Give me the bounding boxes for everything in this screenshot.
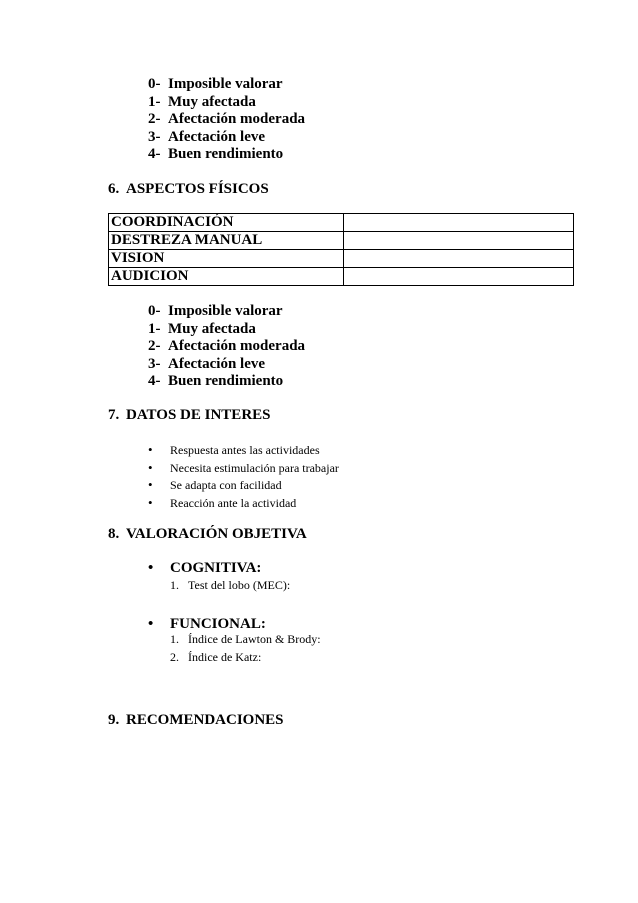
aspects-table [108,213,574,286]
bullet-icon: • [148,560,154,576]
row-label: DESTREZA MANUAL [109,232,344,250]
item-number: 2. [170,650,179,664]
section-title: DATOS DE INTERES [126,407,271,423]
cognitiva-heading [148,559,261,577]
item-label: Afectación leve [168,355,266,372]
list-item [148,441,339,459]
item-label: Imposible valorar [168,303,283,319]
bullet-icon: • [148,477,153,492]
item-number: 1- [148,93,161,110]
subsection-title: COGNITIVA: [170,560,262,576]
list-item [148,459,339,477]
list-item [148,373,305,391]
item-number: 3- [148,128,161,145]
section-8-heading [108,525,307,543]
bullet-icon: • [148,494,153,510]
list-item [148,338,305,356]
item-number: 0- [148,76,161,92]
cognitiva-list [170,576,290,594]
item-number: 2- [148,111,161,127]
item-label: Respuesta antes las actividades [170,443,320,457]
item-label: Test del lobo (MEC): [188,578,291,592]
list-item [148,321,305,339]
section-7-heading [108,406,271,424]
bullet-icon: • [148,459,153,475]
row-value [344,250,574,268]
table-row [109,250,574,268]
bullet-icon: • [148,442,153,457]
section-number: 8. [108,526,120,542]
list-item [148,111,305,129]
row-value [344,214,574,232]
section-9-heading [108,711,284,729]
funcional-list [170,630,321,666]
list-item [148,129,305,147]
item-label: Muy afectada [168,320,256,337]
item-label: Reacción ante la actividad [170,495,297,510]
subsection-title: FUNCIONAL: [170,616,266,632]
section-6-heading [108,180,269,198]
scale-list-1 [148,76,305,164]
section-number: 6. [108,181,120,197]
item-number: 4- [148,146,161,162]
item-label: Afectación moderada [168,338,306,354]
list-item [170,576,290,594]
item-label: Imposible valorar [168,76,283,92]
table-row [109,268,574,286]
row-label: AUDICION [109,268,344,286]
row-value [344,268,574,286]
row-value [344,232,574,250]
table-row [109,214,574,232]
item-label: Índice de Katz: [188,650,262,664]
item-label: Afectación leve [168,128,266,145]
item-number: 1. [170,632,179,646]
item-number: 3- [148,355,161,372]
list-item [148,76,305,94]
bullet-icon: • [148,616,154,632]
item-label: Afectación moderada [168,111,306,127]
item-number: 4- [148,373,161,389]
list-item [170,648,321,666]
list-item [170,630,321,648]
item-label: Buen rendimiento [168,146,284,162]
item-label: Índice de Lawton & Brody: [188,632,321,646]
section-title: RECOMENDACIONES [126,712,284,728]
section-number: 9. [108,712,120,728]
list-item [148,146,305,164]
item-number: 0- [148,303,161,319]
item-label: Buen rendimiento [168,373,284,389]
list-item [148,303,305,321]
section-number: 7. [108,407,120,423]
item-label: Necesita estimulación para trabajar [170,460,339,475]
interest-list [148,441,339,511]
section-title: ASPECTOS FÍSICOS [126,181,269,197]
list-item [148,476,339,494]
item-label: Se adapta con facilidad [170,478,282,492]
item-number: 2- [148,338,161,354]
row-label: COORDINACIÓN [109,214,344,232]
item-number: 1. [170,578,179,592]
section-title: VALORACIÓN OBJETIVA [126,526,307,542]
list-item [148,494,339,512]
list-item [148,356,305,374]
table-row [109,232,574,250]
scale-list-2 [148,303,305,391]
item-number: 1- [148,320,161,337]
list-item [148,94,305,112]
row-label: VISION [109,250,344,268]
item-label: Muy afectada [168,93,256,110]
